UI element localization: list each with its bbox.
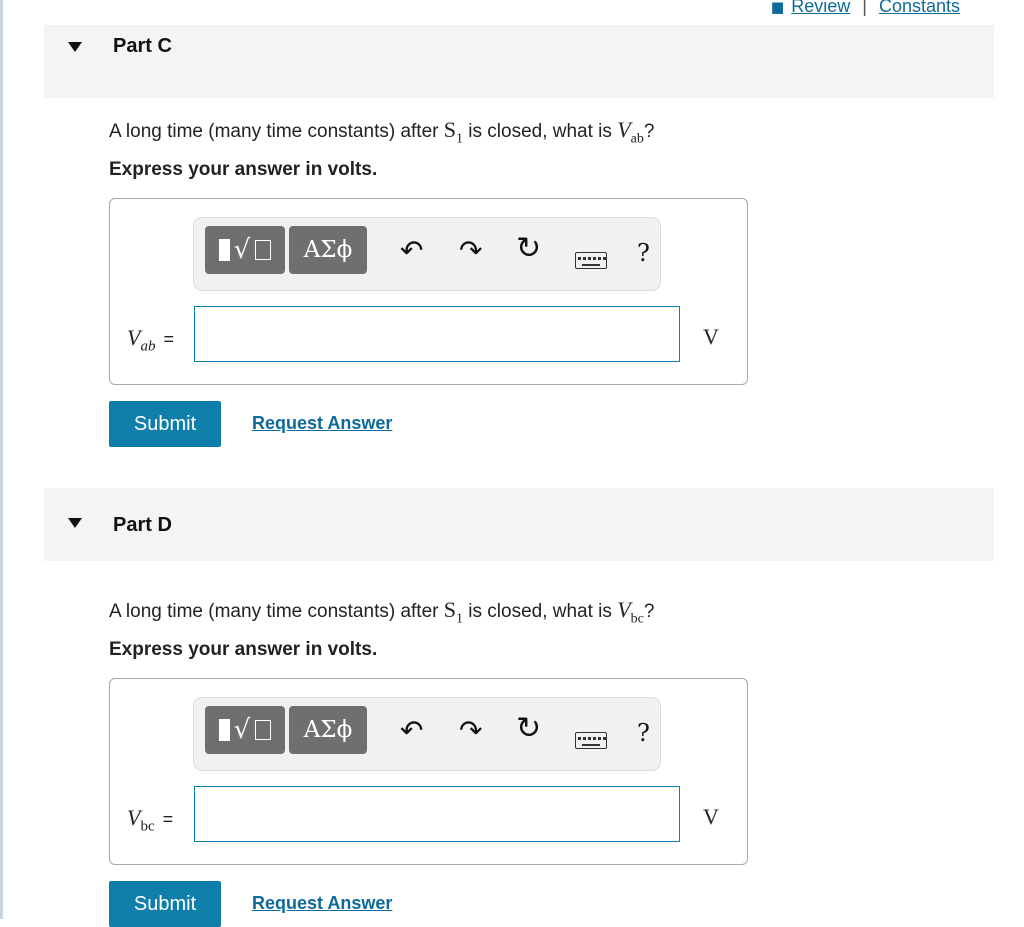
switch-variable: $S_1$ [443, 117, 463, 147]
undo-icon[interactable]: ↶ [400, 234, 424, 267]
math-toolbar [193, 697, 661, 771]
redo-icon[interactable]: ↷ [459, 714, 483, 747]
switch-variable: $S_1$ [443, 597, 463, 627]
templates-button[interactable] [205, 706, 285, 754]
cursor-block-icon [219, 719, 230, 741]
greek-symbols-button[interactable]: ΑΣϕ [289, 706, 367, 754]
help-button[interactable]: ? [637, 239, 650, 267]
submit-button[interactable]: Submit [109, 401, 221, 447]
box-icon [255, 240, 271, 260]
answer-box [109, 198, 748, 385]
review-link[interactable]: Review [791, 0, 851, 16]
answer-instruction: Express your answer in volts. [109, 159, 378, 180]
cursor-block-icon [219, 239, 230, 261]
redo-icon[interactable]: ↷ [459, 234, 483, 267]
top-links [771, 0, 960, 17]
unit-label: V [703, 324, 719, 349]
greek-symbols-button[interactable]: ΑΣϕ [289, 226, 367, 274]
part-c-header[interactable] [44, 25, 994, 98]
target-variable: $V_{ab}$ [617, 117, 644, 147]
box-icon [255, 720, 271, 740]
answer-box [109, 678, 748, 865]
part-title: Part D [113, 514, 172, 536]
collapse-triangle-icon[interactable] [68, 518, 82, 528]
part-title: Part C [113, 35, 172, 57]
request-answer-link[interactable]: Request Answer [252, 413, 393, 433]
book-icon: ▮▮ [770, 0, 782, 16]
reset-icon[interactable]: ↻ [516, 711, 542, 746]
keyboard-icon[interactable] [575, 252, 607, 269]
submit-button[interactable]: Submit [109, 881, 221, 927]
radical-icon: √ [233, 715, 251, 745]
answer-input[interactable] [194, 306, 680, 362]
target-variable: $V_{bc}$ [617, 597, 644, 627]
reset-icon[interactable]: ↻ [516, 231, 542, 266]
link-separator: | [862, 0, 867, 16]
answer-input[interactable] [194, 786, 680, 842]
answer-variable-label: $V_{bc}$ = [127, 805, 174, 835]
keyboard-icon[interactable] [575, 732, 607, 749]
help-button[interactable]: ? [637, 719, 650, 747]
question-text: A long time (many time constants) after $S_1$ is closed, what is $V_{ab}$? [109, 117, 655, 147]
answer-instruction: Express your answer in volts. [109, 639, 378, 660]
answer-variable-label: $V_{ab}$ = [127, 325, 174, 355]
math-toolbar [193, 217, 661, 291]
question-text: A long time (many time constants) after $S_1$ is closed, what is $V_{bc}$? [109, 597, 655, 627]
radical-icon: √ [233, 235, 251, 265]
undo-icon[interactable]: ↶ [400, 714, 424, 747]
part-d-header[interactable] [44, 488, 994, 561]
left-border [0, 0, 3, 919]
constants-link[interactable]: Constants [878, 0, 960, 16]
templates-button[interactable] [205, 226, 285, 274]
unit-label: V [703, 804, 719, 829]
request-answer-link[interactable]: Request Answer [252, 893, 393, 913]
collapse-triangle-icon[interactable] [68, 42, 82, 52]
